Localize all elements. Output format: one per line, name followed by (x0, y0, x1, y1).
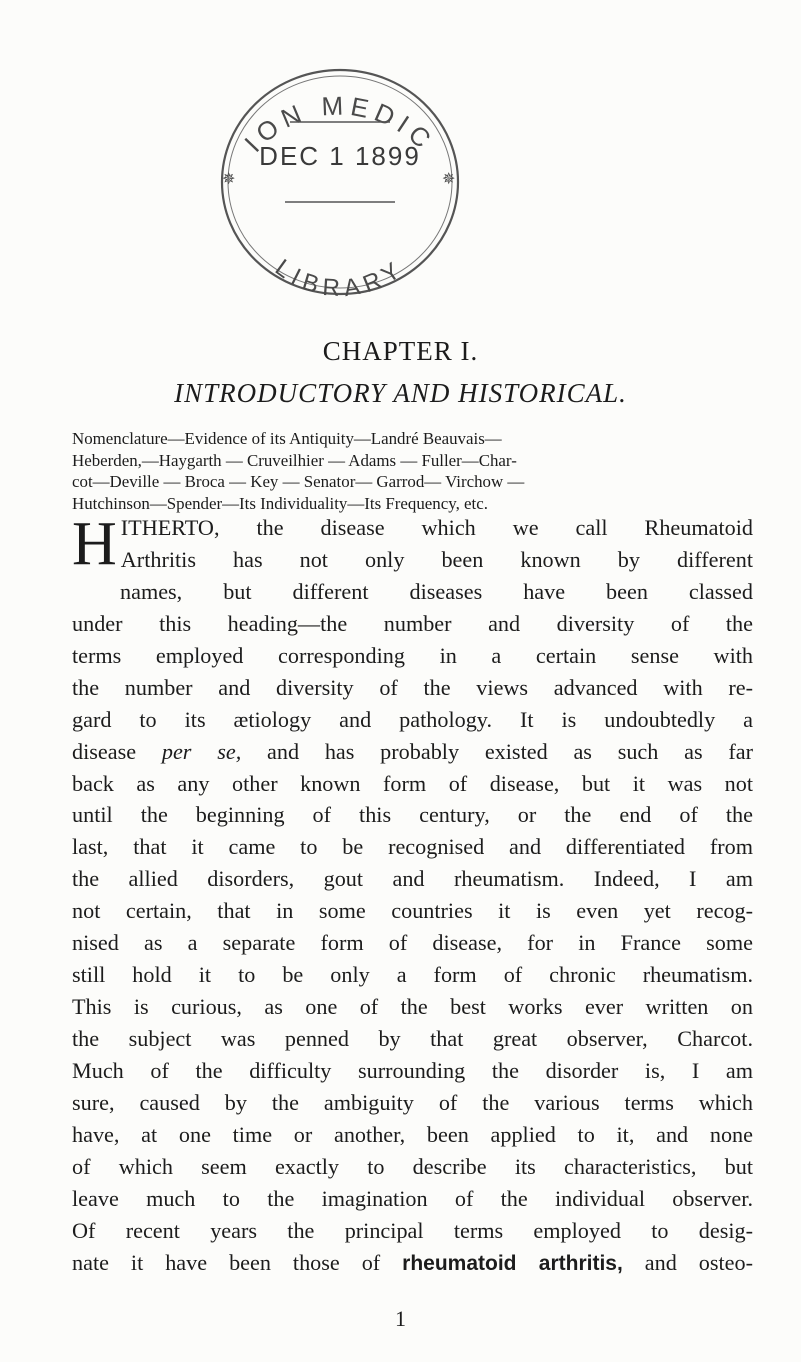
drop-cap: H (72, 510, 117, 578)
body-text (72, 512, 753, 1279)
body-line: until the beginning of this century, or the end of the (72, 802, 753, 828)
per-se-before: disease (72, 738, 137, 764)
body-line: back as any other known form of disease, but it was not (72, 770, 753, 796)
stamp-bottom-text: LIBRARY (270, 254, 410, 303)
synopsis-line: Hutchinson—Spender—Its Individuality—Its Frequency, etc. (72, 494, 488, 514)
body-line: gard to its ætiology and pathology. It is undoubtedly a (72, 706, 753, 732)
stamp-star-left-icon: ✵ (222, 169, 236, 188)
body-line: of which seem exactly to describe its characteristics, but (72, 1153, 753, 1179)
synopsis-line: Heberden,—Haygarth — Cruveilhier — Adams — Fuller—Char- (72, 450, 517, 470)
body-line: Arthritis has not only been known by different (120, 546, 753, 572)
body-line: leave much to the imagination of the individual observer. (72, 1185, 753, 1211)
last-line-bold: rheumatoid arthritis, (402, 1251, 623, 1275)
body-line: names, but different diseases have been classed (120, 578, 753, 604)
synopsis-line: cot—Deville — Broca — Key — Senator— Garrod— Virchow — (72, 472, 525, 492)
body-line: still hold it to be only a form of chronic rheumatism. (72, 962, 753, 988)
per-se-italic: per se, (161, 738, 242, 764)
chapter-subtitle: INTRODUCTORY AND HISTORICAL. (174, 378, 627, 408)
chapter-synopsis (72, 428, 752, 515)
body-line-last (72, 1247, 753, 1279)
body-line: Much of the difficulty surrounding the disorder is, I am (72, 1057, 753, 1083)
body-line: the subject was penned by that great observer, Charcot. (72, 1026, 753, 1051)
last-line-before: nate it have been those of (72, 1249, 381, 1275)
body-line: This is curious, as one of the best works ever written on (72, 994, 753, 1020)
last-line-after: and osteo- (644, 1249, 753, 1275)
body-line: not certain, that in some countries it is even yet recog- (72, 898, 753, 924)
stamp-top-text: ION MEDIC (238, 90, 442, 158)
body-line: last, that it came to be recognised and differentiated from (72, 834, 753, 860)
body-line: ITHERTO, the disease which we call Rheumatoid (120, 515, 753, 540)
stamp-date: DEC 1 1899 (259, 141, 421, 171)
body-line: the allied disorders, gout and rheumatism. Indeed, I am (72, 866, 753, 892)
body-line-per-se (72, 736, 753, 768)
chapter-title: CHAPTER I. (322, 336, 479, 366)
stamp-star-right-icon: ✵ (442, 169, 456, 188)
page-number: 1 (395, 1306, 406, 1331)
library-stamp (190, 52, 490, 304)
body-line: Of recent years the principal terms employed to desig- (72, 1217, 753, 1243)
body-line: sure, caused by the ambiguity of the various terms which (72, 1089, 753, 1115)
body-line: terms employed corresponding in a certain sense with (72, 642, 753, 668)
library-stamp-graphic (190, 52, 490, 304)
per-se-after: and has probably existed as such as far (267, 738, 754, 764)
synopsis-line: Nomenclature—Evidence of its Antiquity—Landré Beauvais— (72, 429, 502, 448)
body-line: the number and diversity of the views advanced with re- (72, 674, 753, 700)
body-line: have, at one time or another, been applied to it, and none (72, 1121, 753, 1147)
body-line: under this heading—the number and diversity of the (72, 610, 753, 636)
body-line: nised as a separate form of disease, for in France some (72, 930, 753, 956)
